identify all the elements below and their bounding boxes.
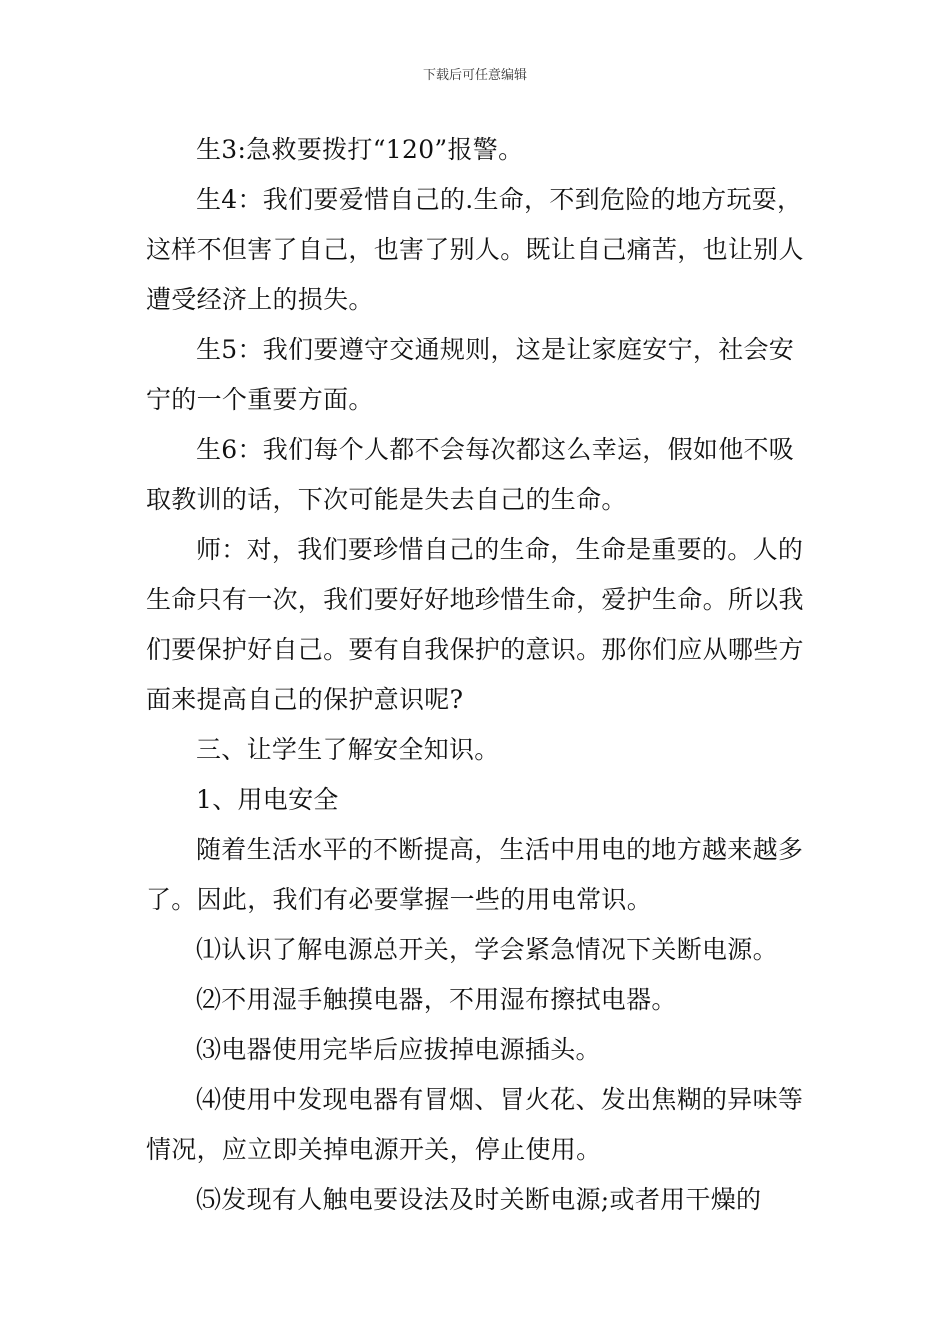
paragraph-student-3: 生3:急救要拨打“120”报警。 [196, 135, 524, 164]
list-item-3: ⑶电器使用完毕后应拔掉电源插头。 [196, 1035, 601, 1064]
paragraph-electricity-intro: 随着生活水平的不断提高，生活中用电的地方越来越多了。因此，我们有必要掌握一些的用电常识。 [146, 835, 804, 914]
subheading-electrical-safety: 1、用电安全 [196, 785, 339, 814]
paragraph-student-6: 生6：我们每个人都不会每次都这么幸运，假如他不吸取教训的话，下次可能是失去自己的生命。 [146, 435, 795, 514]
list-item-5: ⑸发现有人触电要设法及时关断电源;或者用干燥的 [196, 1185, 762, 1214]
paragraph-teacher: 师：对，我们要珍惜自己的生命，生命是重要的。人的生命只有一次，我们要好好地珍惜生命，爱护生命。所以我们要保护好自己。要有自我保护的意识。那你们应从哪些方面来提高自己的保护意识呢? [146, 535, 804, 714]
page-header-note: 下载后可任意编辑 [422, 68, 527, 83]
list-item-4: ⑷使用中发现电器有冒烟、冒火花、发出焦糊的异味等情况，应立即关掉电源开关，停止使用。 [146, 1085, 804, 1164]
document-body [146, 125, 808, 1225]
section-heading-safety-knowledge: 三、让学生了解安全知识。 [196, 735, 500, 764]
list-item-1: ⑴认识了解电源总开关，学会紧急情况下关断电源。 [196, 935, 778, 964]
paragraph-student-5: 生5：我们要遵守交通规则，这是让家庭安宁，社会安宁的一个重要方面。 [146, 335, 795, 414]
list-item-2: ⑵不用湿手触摸电器，不用湿布擦拭电器。 [196, 985, 677, 1014]
paragraph-student-4: 生4：我们要爱惜自己的.生命，不到危险的地方玩耍，这样不但害了自己，也害了别人。既让自己痛苦，也让别人遭受经济上的损失。 [146, 185, 804, 314]
